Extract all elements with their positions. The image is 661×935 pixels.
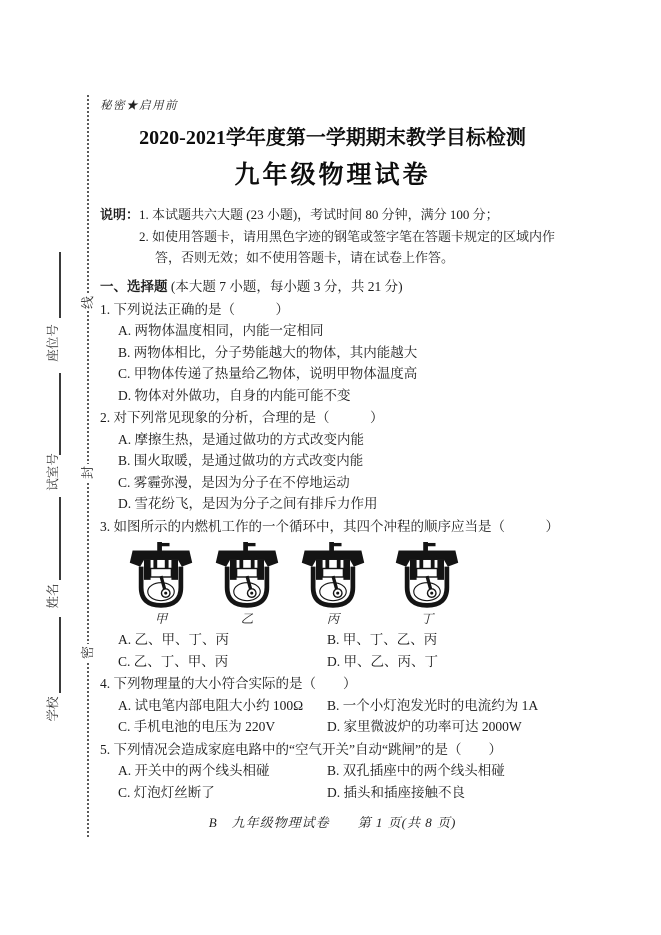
engine-diagram-yi — [214, 542, 280, 627]
question-3-option-a: A. 乙、甲、丁、丙 — [118, 632, 229, 647]
seal-char-feng: 封 — [80, 466, 95, 480]
question-1-option-c: C. 甲物体传递了热量给乙物体，说明甲物体温度高 — [118, 366, 418, 381]
engine-strokes-figure — [100, 542, 565, 627]
exam-room-blank-line — [59, 373, 61, 455]
engine-icon — [394, 542, 460, 612]
question-2-stem: 2. 对下列常见现象的分析，合理的是（ ） — [100, 410, 384, 425]
section-title: 一、选择题 — [100, 278, 168, 294]
instruction-item-1: 1. 本试题共六大题 (23 小题)，考试时间 80 分钟，满分 100 分； — [139, 207, 499, 222]
engine-icon — [214, 542, 280, 612]
question-5-stem: 5. 下列情况会造成家庭电路中的“空气开关”自动“跳闸”的是（ ） — [100, 741, 502, 757]
question-2-option-d: D. 雪花纷飞，是因为分子之间有排斥力作用 — [118, 496, 378, 511]
question-5-option-a: A. 开关中的两个线头相碰 — [118, 763, 270, 778]
engine-diagram-jia — [128, 542, 194, 627]
page-footer: B 九年级物理试卷 第 1 页(共 8 页) — [208, 815, 457, 830]
question-5-option-c: C. 灯泡灯丝断了 — [118, 784, 215, 800]
section-note: (本大题 7 小题，每小题 3 分，共 21 分) — [167, 278, 403, 294]
exam-content — [100, 97, 565, 831]
question-1-option-d: D. 物体对外做功，自身的内能可能不变 — [118, 387, 351, 403]
question-2-option-b: B. 围火取暖，是通过做功的方式改变内能 — [118, 453, 364, 468]
figure-label-jia: 甲 — [154, 612, 168, 626]
section-heading — [100, 276, 565, 298]
question-3-option-c: C. 乙、丁、甲、丙 — [118, 653, 229, 669]
question-4-option-c: C. 手机电池的电压为 220V — [118, 719, 276, 734]
figure-label-bing: 丙 — [326, 612, 340, 626]
instructions-label: 说明： — [100, 207, 140, 222]
question-4-option-a: A. 试电笔内部电阻大小约 100Ω — [118, 697, 304, 713]
question-4-option-b: B. 一个小灯泡发光时的电流约为 1A — [327, 697, 539, 713]
engine-diagram-ding — [394, 542, 460, 627]
question-2-option-a: A. 摩擦生热，是通过做功的方式改变内能 — [118, 431, 364, 447]
exam-subtitle: 九年级物理试卷 — [234, 162, 431, 189]
figure-label-ding: 丁 — [420, 612, 434, 626]
name-blank-line — [59, 497, 61, 580]
school-blank-line — [59, 617, 61, 693]
question-3-option-b: B. 甲、丁、乙、丙 — [327, 632, 438, 647]
question-2 — [100, 407, 565, 515]
question-1 — [100, 299, 565, 407]
question-5 — [100, 739, 565, 804]
question-1-stem: 1. 下列说法正确的是（ ） — [100, 301, 289, 317]
secret-notice: 秘密★启用前 — [100, 100, 178, 112]
figure-label-yi: 乙 — [240, 612, 254, 626]
seal-char-mi: 密 — [80, 646, 95, 660]
question-1-option-a: A. 两物体温度相同，内能一定相同 — [118, 323, 324, 338]
seal-field-exam-room: 试室号 — [46, 453, 60, 491]
question-2-option-c: C. 雾霾弥漫，是因为分子在不停地运动 — [118, 474, 350, 490]
question-1-option-b: B. 两物体相比，分子势能越大的物体，其内能越大 — [118, 344, 418, 360]
question-3-option-d: D. 甲、乙、丙、丁 — [327, 653, 438, 669]
seal-char-line: 线 — [80, 296, 95, 310]
question-4-stem: 4. 下列物理量的大小符合实际的是（ ） — [100, 676, 357, 691]
exam-title: 2020-2021学年度第一学期期末教学目标检测 — [139, 127, 526, 149]
seal-field-seat-number: 座位号 — [46, 324, 60, 362]
question-5-option-d: D. 插头和插座接触不良 — [327, 784, 465, 800]
engine-diagram-bing — [300, 542, 366, 627]
question-4-option-d: D. 家里微波炉的功率可达 2000W — [327, 719, 522, 734]
instruction-item-2: 2. 如使用答题卡，请用黑色字迹的钢笔或签字笔在答题卡规定的区域内作答，否则无效；如不使用答题卡，请在试卷上作答。 — [139, 228, 556, 265]
question-3-stem: 3. 如图所示的内燃机工作的一个循环中，其四个冲程的顺序应当是（ ） — [100, 518, 559, 534]
seal-field-name: 姓名 — [46, 583, 60, 609]
engine-icon — [128, 542, 194, 612]
seat-number-blank-line — [59, 252, 61, 318]
engine-icon — [300, 542, 366, 612]
seal-field-school: 学校 — [46, 696, 60, 722]
question-5-option-b: B. 双孔插座中的两个线头相碰 — [327, 763, 505, 778]
question-3 — [100, 516, 565, 673]
question-4 — [100, 673, 565, 738]
instructions-block — [100, 204, 565, 269]
